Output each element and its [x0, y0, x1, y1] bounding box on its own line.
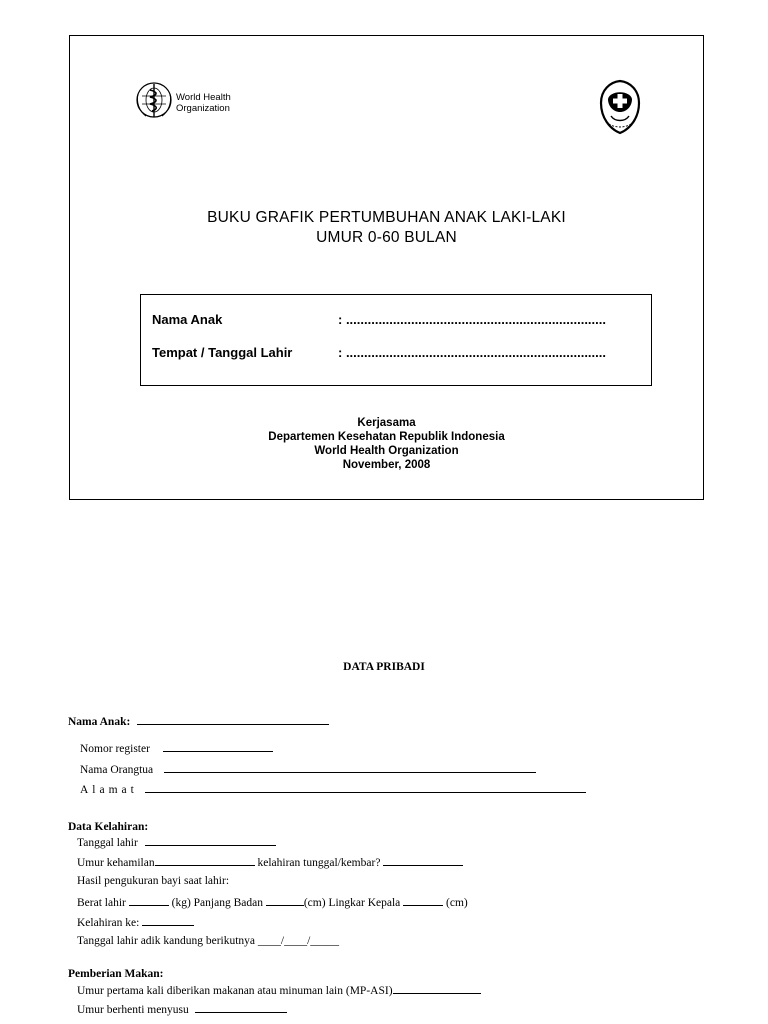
- tanggal-lahir-line[interactable]: [145, 835, 276, 846]
- umur-mpasi-field: [77, 983, 481, 997]
- kelahiran-tunggal-line[interactable]: [383, 855, 463, 866]
- data-kelahiran-heading: Data Kelahiran:: [68, 821, 149, 833]
- tempat-tanggal-label: Tempat / Tanggal Lahir: [152, 345, 293, 360]
- kelahiran-ke-field: [77, 915, 194, 929]
- cover-title-line-1: BUKU GRAFIK PERTUMBUHAN ANAK LAKI-LAKI: [207, 209, 566, 226]
- credits-line-3: World Health Organization: [314, 445, 459, 457]
- tanggal-adik-label: Tanggal lahir adik kandung berikutnya: [77, 935, 256, 947]
- nama-orangtua-field: [80, 762, 536, 776]
- who-line-2: Organization: [176, 103, 230, 114]
- berat-lahir-line[interactable]: [129, 895, 169, 906]
- nama-anak-form-label: Nama Anak:: [68, 716, 131, 728]
- tempat-tanggal-blank: : ........................................................................: [338, 345, 606, 360]
- birth-measurements-field: [77, 895, 468, 909]
- who-logo: [134, 80, 244, 122]
- child-identity-box: [140, 294, 652, 386]
- umur-kehamilan-line[interactable]: [155, 855, 255, 866]
- nama-anak-field: [68, 714, 329, 728]
- hasil-pengukuran-label: Hasil pengukuran bayi saat lahir:: [77, 875, 230, 887]
- nama-anak-label: Nama Anak: [152, 312, 223, 327]
- lingkar-kepala-line[interactable]: [403, 895, 443, 906]
- nama-orangtua-label: Nama Orangtua: [80, 764, 154, 776]
- nama-anak-blank: : ........................................................................: [338, 312, 606, 327]
- who-emblem-icon: [134, 80, 174, 120]
- unit-kg: (kg): [171, 897, 191, 909]
- nama-orangtua-line[interactable]: [164, 762, 536, 773]
- tanggal-adik-blanks[interactable]: ____/____/_____: [257, 935, 340, 947]
- credits-line-4: November, 2008: [342, 459, 431, 471]
- panjang-badan-line[interactable]: [266, 895, 304, 906]
- tanggal-lahir-field: [77, 835, 276, 849]
- who-line-1: World Health: [176, 92, 231, 103]
- nomor-register-line[interactable]: [163, 741, 273, 752]
- cover-page: [69, 35, 704, 500]
- nomor-register-label: Nomor register: [80, 743, 150, 755]
- umur-kehamilan-label: Umur kehamilan: [77, 857, 155, 869]
- berat-lahir-label: Berat lahir: [77, 897, 126, 909]
- panjang-badan-label: Panjang Badan: [193, 897, 263, 909]
- alamat-label: Alamat: [80, 784, 138, 796]
- umur-mpasi-line[interactable]: [393, 983, 481, 994]
- credits-line-2: Departemen Kesehatan Republik Indonesia: [268, 431, 505, 443]
- alamat-field: [80, 782, 586, 796]
- kelahiran-tunggal-label: kelahiran tunggal/kembar?: [257, 857, 381, 869]
- depkes-emblem-icon: [597, 78, 643, 136]
- cover-credits: [70, 416, 703, 472]
- unit-cm-2: (cm): [446, 897, 468, 909]
- umur-mpasi-label: Umur pertama kali diberikan makanan atau minuman lain (MP-ASI): [77, 985, 393, 997]
- kelahiran-ke-label: Kelahiran ke:: [77, 917, 140, 929]
- alamat-line[interactable]: [145, 782, 586, 793]
- credits-line-1: Kerjasama: [357, 417, 416, 429]
- umur-berhenti-label: Umur berhenti menyusu: [77, 1004, 189, 1016]
- who-wordmark: [176, 92, 231, 114]
- tanggal-lahir-label: Tanggal lahir: [77, 837, 138, 849]
- umur-berhenti-field: [77, 1002, 287, 1016]
- unit-cm-1: (cm): [303, 897, 326, 909]
- kelahiran-ke-line[interactable]: [142, 915, 194, 926]
- cover-title: [70, 208, 703, 248]
- nama-anak-line[interactable]: [137, 714, 329, 725]
- section-title: DATA PRIBADI: [343, 661, 425, 673]
- pemberian-makan-heading: Pemberian Makan:: [68, 968, 164, 980]
- umur-berhenti-line[interactable]: [195, 1002, 287, 1013]
- umur-kehamilan-field: [77, 855, 463, 869]
- lingkar-kepala-label: Lingkar Kepala: [328, 897, 401, 909]
- cover-title-line-2: UMUR 0-60 BULAN: [316, 229, 457, 246]
- tanggal-adik-field: [77, 935, 339, 947]
- nomor-register-field: [80, 741, 273, 755]
